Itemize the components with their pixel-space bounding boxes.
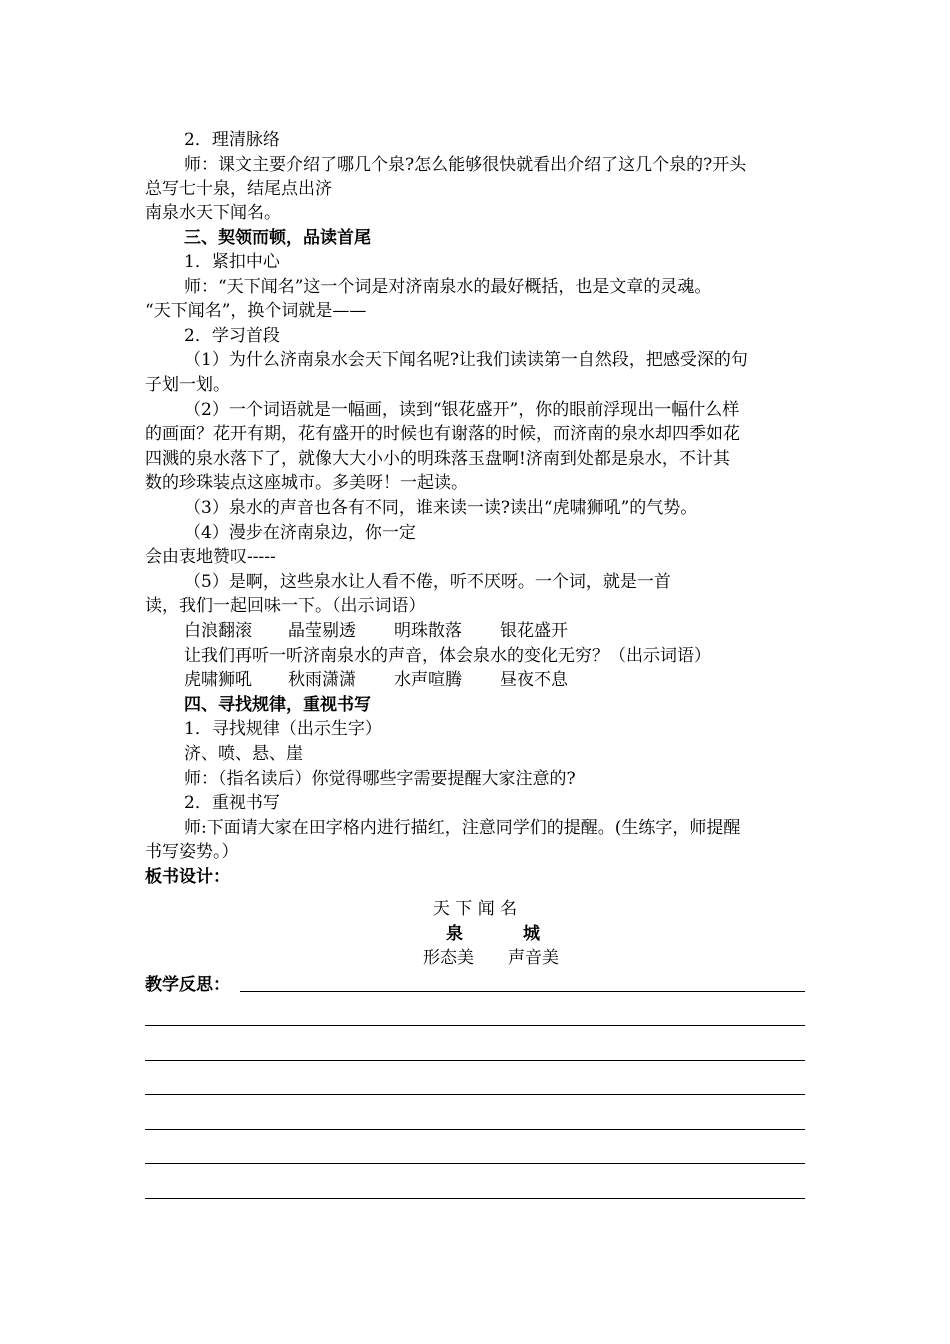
teacher-line: 师:下面请大家在田字格内进行描红，注意同学们的提醒。(生练字，师提醒 <box>184 818 741 838</box>
section-4-heading: 四、寻找规律，重视书写 <box>184 695 371 715</box>
step-2-heading: 2．学习首段 <box>184 326 280 346</box>
teacher-line: 师：“天下闻名”这一个词是对济南泉水的最好概括，也是文章的灵魂。 <box>184 277 712 297</box>
word-item: 虎啸狮吼 <box>184 670 252 690</box>
teacher-line: 师：（指名读后）你觉得哪些字需要提醒大家注意的? <box>184 769 576 789</box>
reflection-label: 教学反思： <box>145 975 230 995</box>
word-item: 白浪翻滚 <box>184 621 252 641</box>
step-1-heading: 1．紧扣中心 <box>184 252 280 272</box>
text-line: 四溅的泉水落下了，就像大大小小的明珠落玉盘啊!济南到处都是泉水，不计其 <box>145 449 730 469</box>
writing-line <box>145 1129 805 1130</box>
text-line: （3）泉水的声音也各有不同，谁来读一读?读出“虎啸狮吼”的气势。 <box>184 498 698 518</box>
board-left: 泉 <box>446 924 463 944</box>
text-line: “天下闻名”，换个词就是—— <box>145 301 367 321</box>
character-list: 济、喷、悬、崖 <box>184 744 303 764</box>
text-line: 的画面？花开有期，花有盛开的时候也有谢落的时候，而济南的泉水却四季如花 <box>145 424 740 444</box>
writing-line <box>145 1094 805 1095</box>
writing-line <box>145 1163 805 1164</box>
text-line: （2）一个词语就是一幅画，读到“银花盛开”，你的眼前浮现出一幅什么样 <box>184 400 740 420</box>
step-2-heading: 2．重视书写 <box>184 793 280 813</box>
word-item: 秋雨潇潇 <box>288 670 356 690</box>
word-item: 昼夜不息 <box>500 670 568 690</box>
board-design-label: 板书设计： <box>145 867 230 887</box>
text-line: 让我们再听一听济南泉水的声音，体会泉水的变化无穷？（出示词语） <box>184 646 711 666</box>
teacher-line: 师：课文主要介绍了哪几个泉?怎么能够很快就看出介绍了这几个泉的?开头 <box>184 155 747 175</box>
word-item: 水声喧腾 <box>394 670 462 690</box>
writing-line <box>145 1060 805 1061</box>
word-item: 明珠散落 <box>394 621 462 641</box>
text-line: 读，我们一起回味一下。（出示词语） <box>145 596 426 616</box>
board-right: 城 <box>523 924 540 944</box>
section-3-heading: 三、契领而顿，品读首尾 <box>184 228 371 248</box>
text-line: （1）为什么济南泉水会天下闻名呢?让我们读读第一自然段，把感受深的句 <box>184 350 748 370</box>
text-line: 总写七十泉，结尾点出济 <box>145 179 332 199</box>
board-title <box>0 897 950 921</box>
word-item: 银花盛开 <box>500 621 568 641</box>
step-1-heading: 1．寻找规律（出示生字） <box>184 719 382 739</box>
text-line: （4）漫步在济南泉边，你一定 <box>184 523 416 543</box>
text-line: 数的珍珠装点这座城市。多美呀！一起读。 <box>145 473 468 493</box>
writing-line <box>240 991 805 992</box>
text-line: 子划一划。 <box>145 375 230 395</box>
text-line: 南泉水天下闻名。 <box>145 203 281 223</box>
writing-line <box>145 1198 805 1199</box>
board-sub-right: 声音美 <box>508 948 559 968</box>
text-line: 书写姿势。） <box>145 842 239 862</box>
step-2-heading: 2．理清脉络 <box>184 130 280 150</box>
word-list <box>184 668 568 692</box>
writing-line <box>145 1025 805 1026</box>
word-item: 晶莹剔透 <box>288 621 356 641</box>
text-line: 会由衷地赞叹----- <box>145 547 276 567</box>
text-line: （5）是啊，这些泉水让人看不倦，听不厌呀。一个词，就是一首 <box>184 572 671 592</box>
board-sub-left: 形态美 <box>423 948 474 968</box>
board-title-text: 天 下 闻 名 <box>432 899 518 919</box>
word-list <box>184 619 568 643</box>
